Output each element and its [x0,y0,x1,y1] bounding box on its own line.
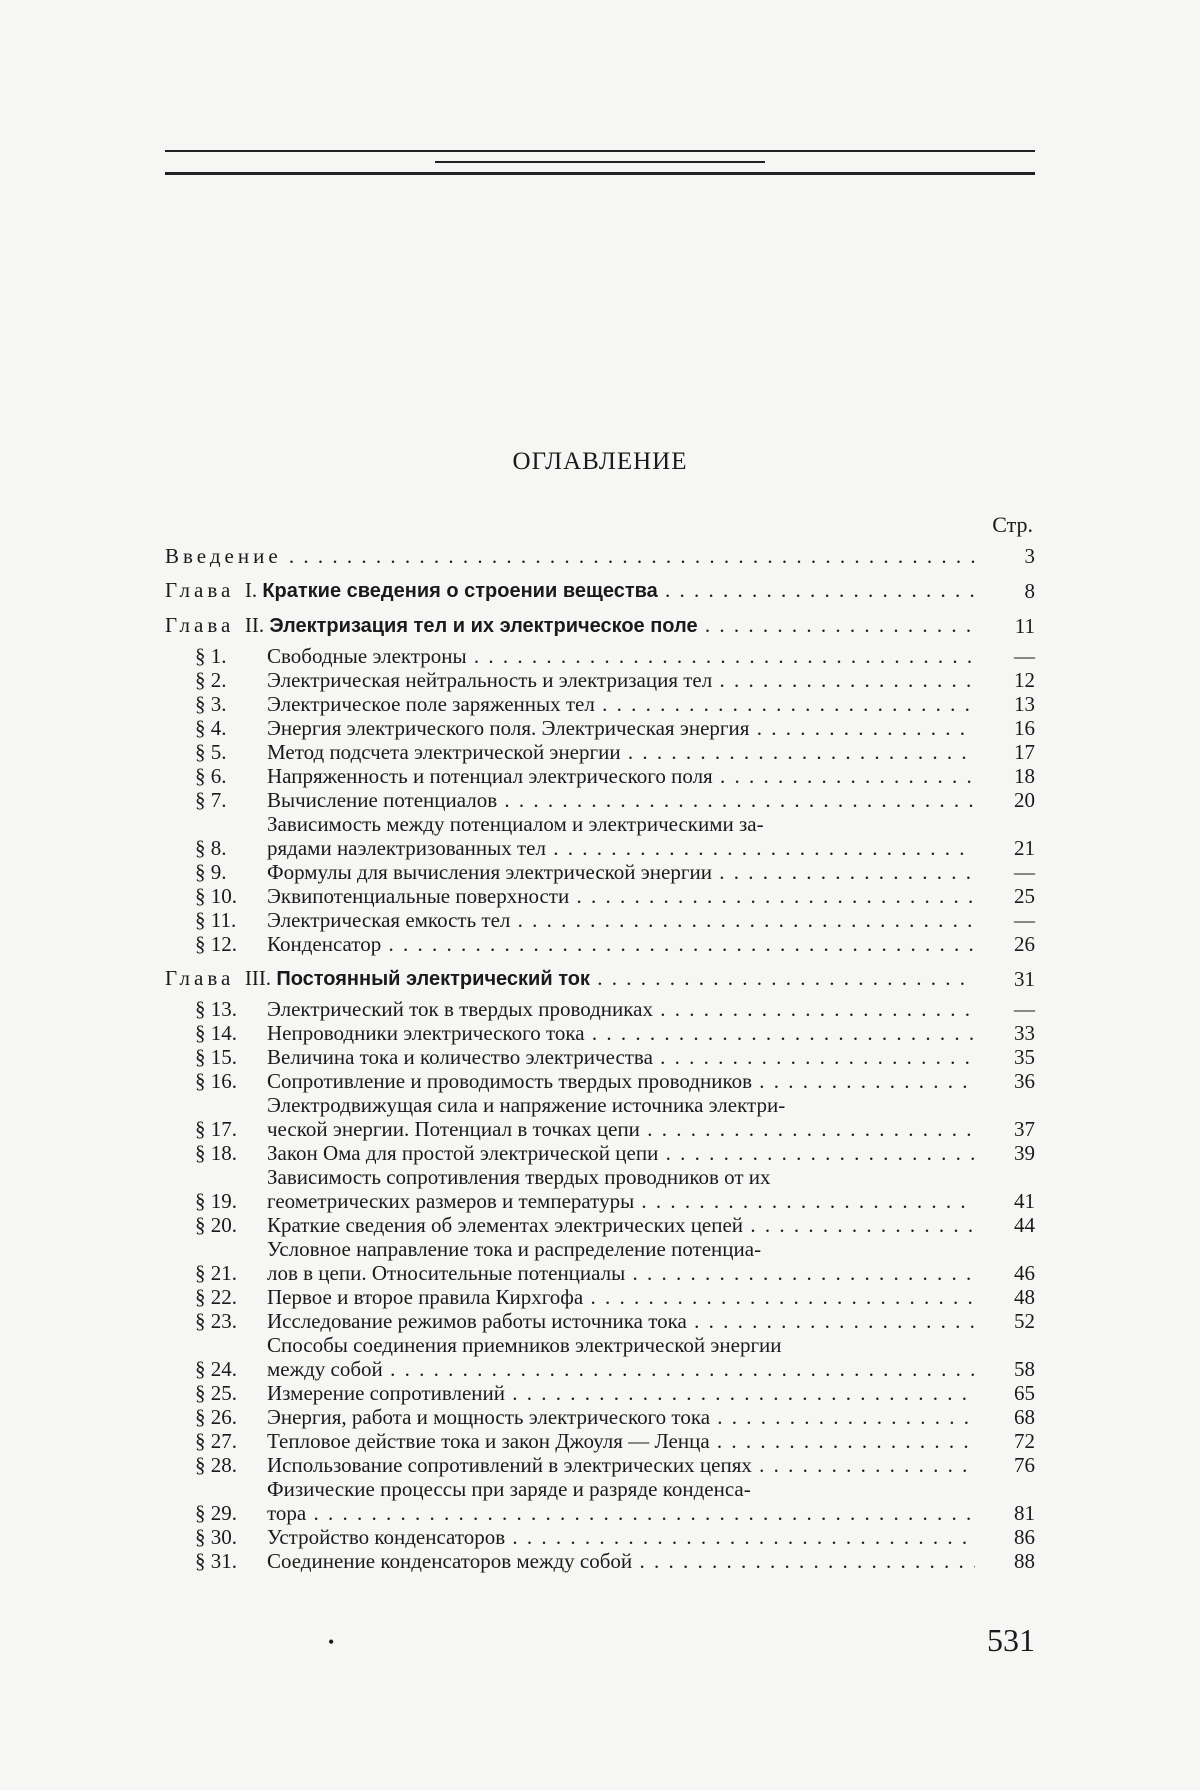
bottom-rule [165,172,1035,175]
chapter-number: III. [244,966,272,990]
header-rules [165,150,1035,175]
toc-section [165,1525,1035,1549]
toc-section [165,1333,1035,1381]
section-title: тора . . . [267,1501,975,1525]
section-number: § 6. [195,764,227,788]
chapter-title: Электризация тел и их электрическое поле [269,615,698,637]
section-page: 76 [1014,1453,1035,1477]
section-page: 16 [1014,716,1035,740]
section-title-line1: Физические процессы при заряде и разряде конденса- [267,1477,751,1501]
section-title: Использование сопротивлений в электрических цепях . . . [267,1453,975,1477]
top-rule [165,150,1035,152]
section-number: § 9. [195,860,227,884]
toc-chapter-1 [165,578,1035,603]
toc-section [165,884,1035,908]
toc-chapter-3 [165,966,1035,991]
section-number: § 16. [195,1069,237,1093]
toc-section [165,1309,1035,1333]
section-title: Электрическая нейтральность и электризация тел . . . [267,668,975,692]
toc-section [165,812,1035,860]
toc-section [165,860,1035,884]
toc-intro [165,544,1035,568]
section-title-line1: Зависимость между потенциалом и электрическими за- [267,812,764,836]
section-title: ческой энергии. Потенциал в точках цепи . . . [267,1117,975,1141]
section-number: § 27. [195,1429,237,1453]
toc-section [165,668,1035,692]
section-number: § 19. [195,1189,237,1213]
toc-chapter-2 [165,613,1035,638]
section-number: § 1. [195,644,227,668]
section-number: § 20. [195,1213,237,1237]
section-title: Краткие сведения об элементах электрических цепей . . . [267,1213,975,1237]
section-page: 65 [1014,1381,1035,1405]
middle-rule [435,161,765,163]
section-page: 12 [1014,668,1035,692]
section-page: 86 [1014,1525,1035,1549]
section-number: § 5. [195,740,227,764]
chapter-page: 8 [1024,579,1035,603]
section-page: 72 [1014,1429,1035,1453]
section-page: 41 [1014,1189,1035,1213]
section-number: § 14. [195,1021,237,1045]
section-title-line1: Электродвижущая сила и напряжение источника электри- [267,1093,786,1117]
toc-section [165,1165,1035,1213]
section-title: Тепловое действие тока и закон Джоуля — Ленца . . . [267,1429,975,1453]
section-title-line1: Условное направление тока и распределение потенциа- [267,1237,762,1261]
section-title: Эквипотенциальные поверхности . . . [267,884,975,908]
toc-section [165,1045,1035,1069]
chapter-title: Краткие сведения о строении вещества [262,580,658,602]
section-page: 39 [1014,1141,1035,1165]
section-page: 48 [1014,1285,1035,1309]
intro-label: Введение . . . [165,544,975,568]
chapter-page: 31 [1014,967,1035,991]
section-number: § 30. [195,1525,237,1549]
section-number: § 31. [195,1549,237,1573]
section-title: Вычисление потенциалов . . . [267,788,975,812]
toc-section [165,692,1035,716]
toc-section [165,1213,1035,1237]
section-page: 17 [1014,740,1035,764]
page-number: 531 [987,1622,1035,1658]
section-number: § 29. [195,1501,237,1525]
section-title: Электрическая емкость тел . . . [267,908,975,932]
section-page: 37 [1014,1117,1035,1141]
section-title: Первое и второе правила Кирхгофа . . . [267,1285,975,1309]
section-title: Соединение конденсаторов между собой . . . [267,1549,975,1573]
section-number: § 10. [195,884,237,908]
section-title: Свободные электроны . . . [267,644,975,668]
section-title: рядами наэлектризованных тел . . . [267,836,975,860]
chapter-number: II. [244,613,265,637]
section-title: Напряженность и потенциал электрического поля . . . [267,764,975,788]
section-page: 13 [1014,692,1035,716]
chapter-prefix: Глава [165,966,235,990]
chapter-prefix: Глава [165,578,235,602]
section-title: Закон Ома для простой электрической цепи . . . [267,1141,975,1165]
section-number: § 3. [195,692,227,716]
section-number: § 4. [195,716,227,740]
section-page: 44 [1014,1213,1035,1237]
toc-section [165,1093,1035,1141]
section-number: § 15. [195,1045,237,1069]
section-number: § 11. [195,908,237,932]
section-page: 26 [1014,932,1035,956]
section-title-line1: Зависимость сопротивления твердых проводников от их [267,1165,771,1189]
toc-section [165,997,1035,1021]
section-page: 81 [1014,1501,1035,1525]
section-page: 35 [1014,1045,1035,1069]
section-page: 25 [1014,884,1035,908]
toc-section [165,932,1035,956]
section-title: Исследование режимов работы источника тока . . . [267,1309,975,1333]
section-number: § 23. [195,1309,237,1333]
section-number: § 13. [195,997,237,1021]
section-number: § 17. [195,1117,237,1141]
section-title: Конденсатор . . . [267,932,975,956]
chapter-number: I. [244,578,258,602]
section-title: Энергия электрического поля. Электрическая энергия . . . [267,716,975,740]
section-title: между собой . . . [267,1357,975,1381]
section-title: Формулы для вычисления электрической энергии . . . [267,860,975,884]
section-title: лов в цепи. Относительные потенциалы . . . [267,1261,975,1285]
toc-section [165,1405,1035,1429]
section-page: 20 [1014,788,1035,812]
toc-section [165,644,1035,668]
section-title: Величина тока и количество электричества . . . [267,1045,975,1069]
section-number: § 12. [195,932,237,956]
section-page: 68 [1014,1405,1035,1429]
section-number: § 26. [195,1405,237,1429]
page-column-label: Стр. [992,512,1033,537]
section-page: 46 [1014,1261,1035,1285]
toc-section [165,740,1035,764]
section-number: § 8. [195,836,227,860]
intro-page: 3 [1024,544,1035,568]
chapter-3-sections [165,997,1035,1573]
chapter-title: Постоянный электрический ток [276,968,590,990]
toc-section [165,716,1035,740]
toc-section [165,1429,1035,1453]
table-of-contents [165,512,1035,1573]
section-number: § 7. [195,788,227,812]
section-page: 88 [1014,1549,1035,1573]
section-number: § 24. [195,1357,237,1381]
section-page: — [1014,908,1035,932]
section-page: 58 [1014,1357,1035,1381]
section-page: 52 [1014,1309,1035,1333]
toc-section [165,1141,1035,1165]
toc-section [165,788,1035,812]
toc-section [165,1285,1035,1309]
toc-section [165,908,1035,932]
section-page: 18 [1014,764,1035,788]
section-number: § 28. [195,1453,237,1477]
section-title: Энергия, работа и мощность электрического тока . . . [267,1405,975,1429]
toc-section [165,1069,1035,1093]
toc-section [165,1453,1035,1477]
section-number: § 18. [195,1141,237,1165]
section-title: Электрическое поле заряженных тел . . . [267,692,975,716]
section-title: Метод подсчета электрической энергии . . . [267,740,975,764]
section-number: § 2. [195,668,227,692]
section-page: — [1014,644,1035,668]
section-title-line1: Способы соединения приемников электрической энергии [267,1333,782,1357]
toc-section [165,1381,1035,1405]
section-title: Сопротивление и проводимость твердых проводников . . . [267,1069,975,1093]
page-title: ОГЛАВЛЕНИЕ [512,448,688,475]
toc-section [165,1477,1035,1525]
chapter-page: 11 [1014,614,1035,638]
section-title: Измерение сопротивлений . . . [267,1381,975,1405]
toc-section [165,1549,1035,1573]
section-page: — [1014,860,1035,884]
section-title: Непроводники электрического тока . . . [267,1021,975,1045]
section-title: Устройство конденсаторов . . . [267,1525,975,1549]
section-page: — [1014,997,1035,1021]
toc-section [165,1021,1035,1045]
chapter-prefix: Глава [165,613,235,637]
section-title: Электрический ток в твердых проводниках . . . [267,997,975,1021]
chapter-2-sections [165,644,1035,956]
section-page: 21 [1014,836,1035,860]
section-number: § 25. [195,1381,237,1405]
section-page: 36 [1014,1069,1035,1093]
section-page: 33 [1014,1021,1035,1045]
toc-section [165,764,1035,788]
section-number: § 22. [195,1285,237,1309]
toc-section [165,1237,1035,1285]
print-mark: • [328,1632,335,1652]
section-number: § 21. [195,1261,237,1285]
section-title: геометрических размеров и температуры . . . [267,1189,975,1213]
